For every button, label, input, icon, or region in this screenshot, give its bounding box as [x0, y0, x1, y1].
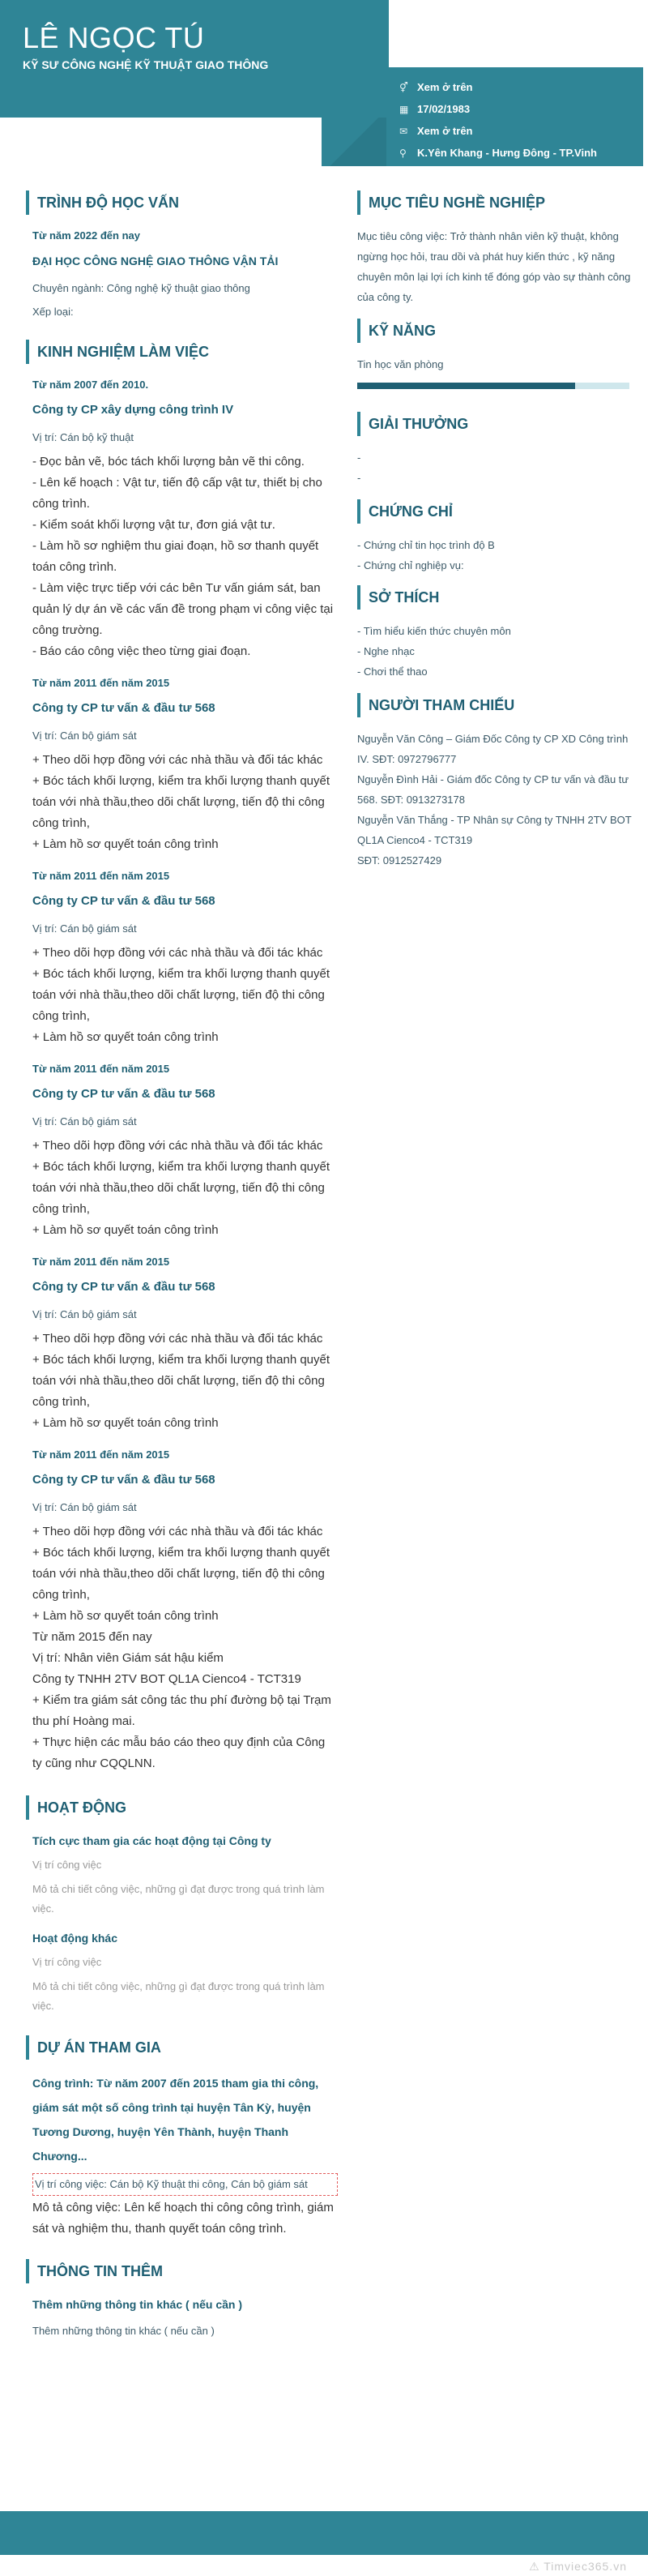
- experience-item: [32, 1252, 338, 1434]
- references-heading: NGƯỜI THAM CHIẾU: [357, 693, 633, 717]
- skill-bar-fill: [357, 383, 575, 389]
- contact-gender: [399, 76, 597, 98]
- experience-description: + Theo dõi hợp đồng với các nhà thầu và đối tác khác + Bóc tách khối lượng, kiểm tra khối lượng thanh quyết toán với nhà thầu,theo dõi chất lượng, tiến độ thi công công trình, + Làm hồ sơ quyết toán công trình: [32, 1332, 330, 1430]
- skill-label: Tin học văn phòng: [357, 358, 444, 370]
- experience-item: [32, 375, 338, 662]
- activity-position: Vị trí công việc: [32, 1859, 102, 1871]
- experience-position: Vị trí: Cán bộ giám sát: [32, 922, 137, 935]
- experience-position: Vị trí: Cán bộ giám sát: [32, 1308, 137, 1320]
- certificates-heading: CHỨNG CHỈ: [357, 499, 633, 524]
- hobby-item: - Nghe nhạc: [357, 645, 415, 657]
- more-info-text: Thêm những thông tin khác ( nếu cần ): [32, 2325, 215, 2337]
- header-fold-decoration: [322, 118, 386, 166]
- experience-company: Công ty CP tư vấn & đầu tư 568: [32, 1473, 215, 1487]
- experience-time: Từ năm 2007 đến 2010.: [32, 379, 149, 391]
- education-time: Từ năm 2022 đến nay: [32, 229, 140, 242]
- calendar-icon: ▦: [399, 103, 409, 115]
- project-description: Mô tả công việc: Lên kế hoạch thi công công trình, giám sát và nghiệm thu, thanh quyết toán công trình.: [32, 2201, 334, 2236]
- more-info-section: [26, 2259, 338, 2341]
- objective-text: Mục tiêu công việc: Trở thành nhân viên kỹ thuật, không ngừng học hỏi, trau dồi và phát huy kiến thức , kỹ năng chuyên môn lại lợi ích kinh tế đóng góp vào sự thành công của công ty.: [357, 230, 631, 303]
- candidate-name: LÊ NGỌC TÚ: [23, 21, 205, 54]
- objective-section: [357, 190, 633, 307]
- activities-section: [26, 1795, 338, 2016]
- activity-title: Hoạt động khác: [32, 1932, 118, 1945]
- projects-section: [26, 2035, 338, 2240]
- education-rank: Xếp loại:: [32, 306, 74, 318]
- experience-time: Từ năm 2011 đến năm 2015: [32, 677, 170, 689]
- contact-address-text: K.Yên Khang - Hưng Đông - TP.Vinh: [417, 147, 597, 159]
- gender-icon: ⚥: [399, 81, 408, 93]
- experience-company: Công ty CP tư vấn & đầu tư 568: [32, 1087, 215, 1101]
- candidate-title: KỸ SƯ CÔNG NGHỆ KỸ THUẬT GIAO THÔNG: [23, 58, 269, 71]
- activity-description: Mô tả chi tiết công việc, những gì đạt được trong quá trình làm việc.: [32, 1980, 325, 2012]
- projects-heading: DỰ ÁN THAM GIA: [26, 2035, 338, 2060]
- experience-heading: KINH NGHIỆM LÀM VIỆC: [26, 340, 338, 364]
- hobbies-heading: SỞ THÍCH: [357, 585, 633, 610]
- activities-heading: HOẠT ĐỘNG: [26, 1795, 338, 1820]
- experience-time: Từ năm 2011 đến năm 2015: [32, 1063, 170, 1075]
- activity-description: Mô tả chi tiết công việc, những gì đạt được trong quá trình làm việc.: [32, 1883, 325, 1915]
- contact-info: [399, 76, 597, 164]
- award-item: -: [357, 451, 361, 464]
- hobbies-section: [357, 585, 633, 682]
- references-text: Nguyễn Văn Công – Giám Đốc Công ty CP XD Công trình IV. SĐT: 0972796777 Nguyễn Đình Hải - Giám đốc Công ty CP tư vấn và đầu tư 568. SĐT: 0913273178 Nguyễn Văn Thắng - TP Nhân sự Công ty TNHH 2TV BOT QL1A Cienco4 - TCT319 SĐT: 0912527429: [357, 733, 632, 867]
- contact-email: [399, 120, 597, 142]
- skills-section: [357, 319, 633, 389]
- contact-address: [399, 142, 597, 164]
- experience-time: Từ năm 2011 đến năm 2015: [32, 1448, 170, 1461]
- project-position: Vị trí công việc: Cán bộ Kỹ thuật thi công, Cán bộ giám sát: [32, 2173, 338, 2196]
- experience-section: [26, 340, 338, 1774]
- more-info-heading: THÔNG TIN THÊM: [26, 2259, 338, 2283]
- experience-position: Vị trí: Cán bộ giám sát: [32, 1501, 137, 1513]
- experience-company: Công ty CP tư vấn & đầu tư 568: [32, 701, 215, 715]
- activity-position: Vị trí công việc: [32, 1956, 102, 1968]
- certificates-section: [357, 499, 633, 576]
- experience-time: Từ năm 2011 đến năm 2015: [32, 1256, 170, 1268]
- location-icon: ⚲: [399, 147, 407, 159]
- more-info-title: Thêm những thông tin khác ( nếu cần ): [32, 2298, 243, 2311]
- footer-bar: [0, 2511, 648, 2555]
- hobby-item: - Tìm hiểu kiến thức chuyên môn: [357, 625, 511, 637]
- experience-item: [32, 1059, 338, 1241]
- contact-email-text: Xem ở trên: [417, 125, 473, 137]
- objective-heading: MỤC TIÊU NGHỀ NGHIỆP: [357, 190, 633, 215]
- experience-position: Vị trí: Cán bộ giám sát: [32, 1115, 137, 1128]
- contact-gender-text: Xem ở trên: [417, 81, 473, 93]
- experience-position: Vị trí: Cán bộ kỹ thuật: [32, 431, 134, 443]
- certificate-item: - Chứng chỉ nghiệp vụ:: [357, 559, 464, 571]
- education-major: Chuyên ngành: Công nghệ kỹ thuật giao thông: [32, 282, 250, 294]
- envelope-icon: ✉: [399, 125, 408, 137]
- watermark-logo: ⚠ Timviec365.vn: [529, 2560, 627, 2573]
- award-item: -: [357, 472, 361, 484]
- experience-item: [32, 1445, 338, 1774]
- experience-time: Từ năm 2011 đến năm 2015: [32, 870, 170, 882]
- experience-description: - Đọc bản vẽ, bóc tách khối lượng bản vẽ thi công. - Lên kế hoạch : Vật tư, tiến độ cấp vật tư, thiết bị cho công trình. - Kiểm soát khối lượng vật tư, đơn giá vật tư. - Làm hồ sơ nghiệm thu giai đoạn, hồ sơ thanh quyết toán công trình. - Làm việc trực tiếp với các bên Tư vấn giám sát, ban quản lý dự án về các vấn đề trong phạm vi công việc tại công trường. - Báo cáo công việc theo từng giai đoạn.: [32, 455, 334, 658]
- awards-section: [357, 412, 633, 488]
- experience-description: + Theo dõi hợp đồng với các nhà thầu và đối tác khác + Bóc tách khối lượng, kiểm tra khối lượng thanh quyết toán với nhà thầu,theo dõi chất lượng, tiến độ thi công công trình, + Làm hồ sơ quyết toán công trình: [32, 946, 330, 1044]
- experience-company: Công ty CP tư vấn & đầu tư 568: [32, 894, 215, 908]
- experience-position: Vị trí: Cán bộ giám sát: [32, 730, 137, 742]
- experience-item: [32, 867, 338, 1048]
- education-heading: TRÌNH ĐỘ HỌC VẤN: [26, 190, 338, 215]
- experience-company: Công ty CP tư vấn & đầu tư 568: [32, 1280, 215, 1294]
- experience-item: [32, 674, 338, 855]
- experience-description: + Theo dõi hợp đồng với các nhà thầu và đối tác khác + Bóc tách khối lượng, kiểm tra khối lượng thanh quyết toán với nhà thầu,theo dõi chất lượng, tiến độ thi công công trình, + Làm hồ sơ quyết toán công trình Từ năm 2015 đến nay Vị trí: Nhân viên Giám sát hậu kiểm Công ty TNHH 2TV BOT QL1A Cienco4 - TCT319 + Kiểm tra giám sát công tác thu phí đường bộ tại Trạm thu phí Hoàng mai. + Thực hiện các mẫu báo cáo theo quy định của Công ty cũng như CQQLNN.: [32, 1525, 331, 1770]
- awards-heading: GIẢI THƯỞNG: [357, 412, 633, 436]
- project-title: Công trình: Từ năm 2007 đến 2015 tham gia thi công, giám sát một số công trình tại huyện Tân Kỳ, huyện Tương Dương, huyện Yên Thành, huyện Thanh Chương...: [32, 2077, 319, 2163]
- references-section: [357, 693, 633, 871]
- hobby-item: - Chơi thể thao: [357, 665, 428, 678]
- left-column: [26, 190, 338, 2341]
- experience-description: + Theo dõi hợp đồng với các nhà thầu và đối tác khác + Bóc tách khối lượng, kiểm tra khối lượng thanh quyết toán với nhà thầu,theo dõi chất lượng, tiến độ thi công công trình, + Làm hồ sơ quyết toán công trình: [32, 1139, 330, 1237]
- activity-title: Tích cực tham gia các hoạt động tại Công ty: [32, 1834, 271, 1847]
- experience-list: [26, 375, 338, 1774]
- contact-birthday-text: 17/02/1983: [417, 103, 471, 115]
- education-section: [26, 190, 338, 322]
- contact-birthday: [399, 98, 597, 120]
- experience-company: Công ty CP xây dựng công trình IV: [32, 403, 234, 417]
- skill-bar: [357, 383, 629, 389]
- experience-description: + Theo dõi hợp đồng với các nhà thầu và đối tác khác + Bóc tách khối lượng, kiểm tra khối lượng thanh quyết toán với nhà thầu,theo dõi chất lượng, tiến độ thi công công trình, + Làm hồ sơ quyết toán công trình: [32, 753, 330, 851]
- education-school: ĐẠI HỌC CÔNG NGHỆ GIAO THÔNG VẬN TẢI: [32, 255, 279, 267]
- right-column: [357, 190, 633, 871]
- skills-heading: KỸ NĂNG: [357, 319, 633, 343]
- certificate-item: - Chứng chỉ tin học trình độ B: [357, 539, 495, 551]
